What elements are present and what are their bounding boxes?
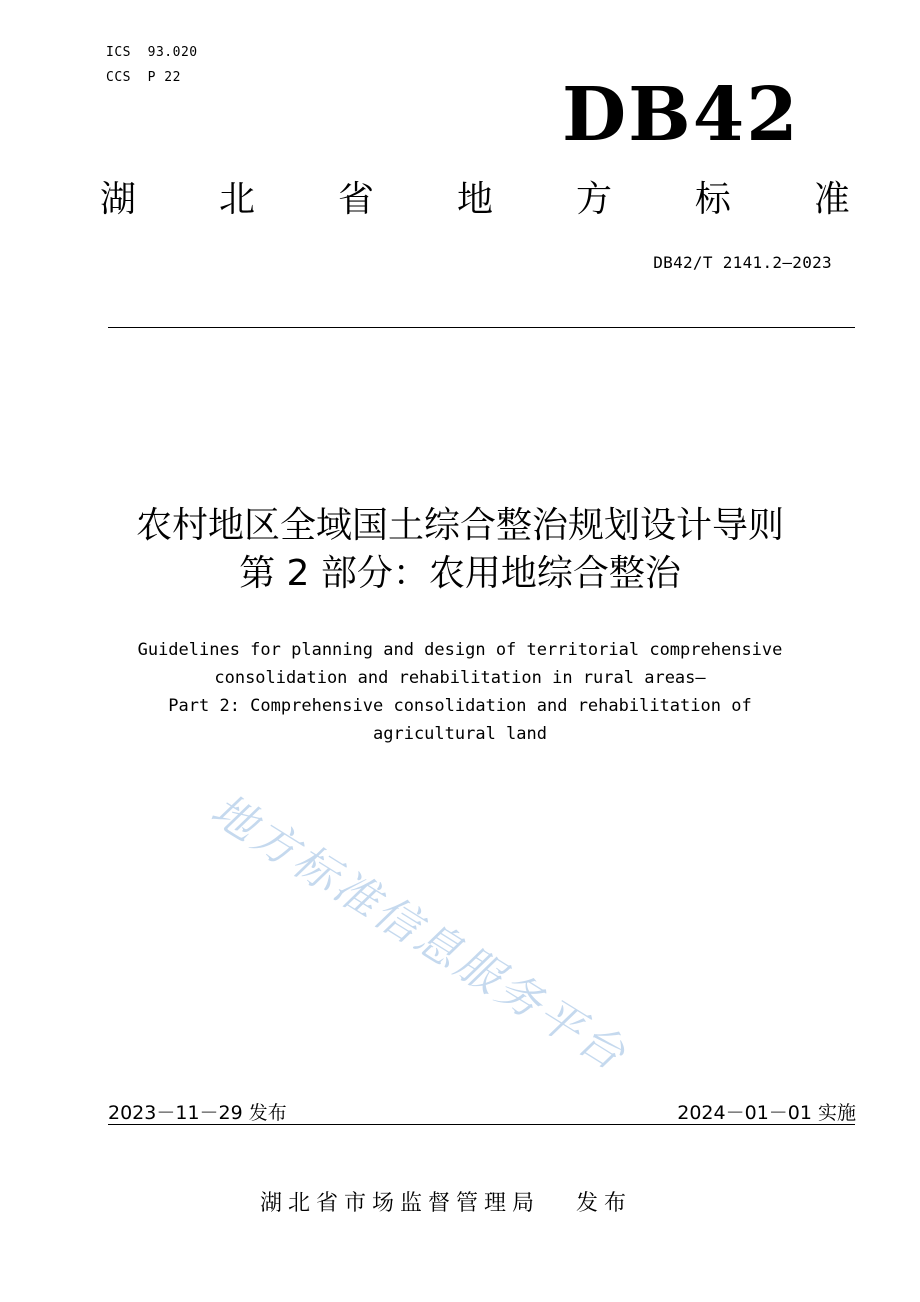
standard-type-char: 准 [813, 179, 850, 220]
standard-type-char: 地 [456, 179, 493, 220]
issuer-action: 发布 [576, 1191, 633, 1216]
chinese-title [60, 502, 860, 598]
implementation-date: 2024－01－01 实施 [677, 1102, 856, 1124]
standard-type-char: 省 [337, 179, 374, 220]
english-title-line: Part 2: Comprehensive consolidation and rehabilitation of [168, 696, 752, 716]
standard-type-char: 方 [575, 179, 612, 220]
english-title-line: Guidelines for planning and design of territorial comprehensive [137, 640, 783, 660]
english-title [60, 636, 860, 748]
issuer-name: 湖北省市场监督管理局 [260, 1191, 541, 1216]
english-title-line: agricultural land [373, 724, 547, 744]
bottom-divider [108, 1124, 855, 1125]
standard-type-char: 湖 [100, 179, 137, 220]
standard-number: DB42/T 2141.2—2023 [653, 253, 832, 272]
issuer [260, 1186, 632, 1217]
ccs-code: CCS P 22 [106, 70, 181, 85]
top-divider [108, 327, 855, 328]
english-title-line: consolidation and rehabilitation in rural areas— [214, 668, 706, 688]
watermark: 地方标准信息服务平台 [202, 784, 637, 1082]
standard-type-heading [100, 176, 850, 224]
chinese-title-line: 农村地区全域国土综合整治规划设计导则 [135, 505, 784, 546]
db42-logo: DB42 [562, 72, 800, 158]
issue-date: 2023－11－29 发布 [108, 1102, 287, 1124]
standard-type-char: 标 [694, 179, 731, 220]
standard-type-char: 北 [218, 179, 255, 220]
ics-code: ICS 93.020 [106, 45, 198, 60]
chinese-title-line: 第 2 部分：农用地综合整治 [239, 553, 681, 594]
